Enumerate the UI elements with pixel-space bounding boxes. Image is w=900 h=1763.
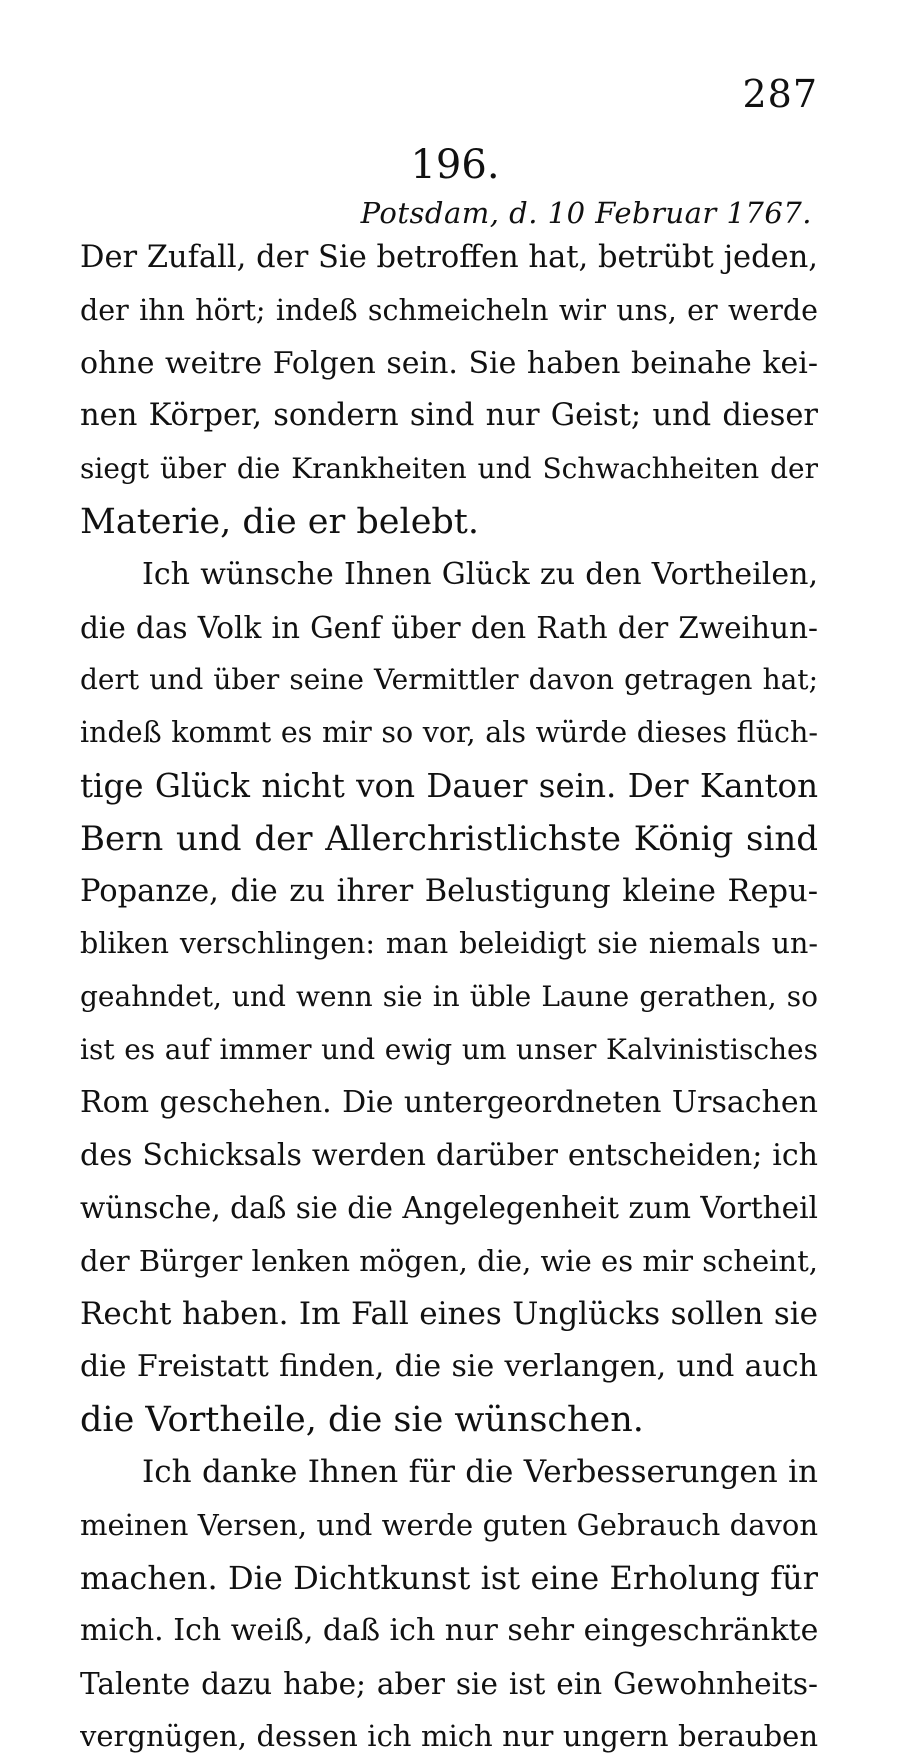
text-line: Ich danke Ihnen für die Verbesserungen in	[142, 1454, 818, 1491]
text-line: Bern und der Allerchristlichste König sind	[80, 818, 818, 859]
text-line: Rom geschehen. Die untergeordneten Ursachen	[80, 1084, 818, 1120]
text-line: siegt über die Krankheiten und Schwachheiten der	[80, 452, 818, 486]
text-line: Talente dazu habe; aber sie ist ein Gewohnheits-	[80, 1666, 818, 1701]
text-line: wünsche, daß sie die Angelegenheit zum Vortheil	[80, 1191, 818, 1226]
text-line: die Vortheile, die sie wünschen.	[80, 1399, 644, 1440]
text-line: geahndet, und wenn sie in üble Laune gerathen, so	[80, 980, 818, 1014]
page-number: 287	[742, 72, 818, 116]
letter-number: 196.	[410, 142, 500, 188]
text-line: tige Glück nicht von Dauer sein. Der Kanton	[80, 766, 818, 805]
text-line: dert und über seine Vermittler davon getragen hat;	[80, 663, 818, 697]
text-line: die das Volk in Genf über den Rath der Zweihun-	[80, 610, 818, 645]
text-line: bliken verschlingen: man beleidigt sie niemals un-	[80, 927, 818, 961]
text-line: der Bürger lenken mögen, die, wie es mir scheint,	[80, 1244, 818, 1279]
dateline: Potsdam, d. 10 Februar 1767.	[360, 196, 812, 230]
text-line: Popanze, die zu ihrer Belustigung kleine Repu-	[80, 873, 818, 909]
text-line: ohne weitre Folgen sein. Sie haben beinahe kei-	[80, 345, 818, 381]
text-line: nen Körper, sondern sind nur Geist; und dieser	[80, 398, 818, 434]
text-line: Recht haben. Im Fall eines Unglücks sollen sie	[80, 1295, 818, 1332]
text-line: vergnügen, dessen ich mich nur ungern berauben	[80, 1719, 818, 1754]
text-line: Der Zufall, der Sie betroffen hat, betrübt jeden,	[80, 240, 818, 275]
letter-body	[80, 232, 818, 1763]
text-line: meinen Versen, und werde guten Gebrauch davon	[80, 1508, 818, 1543]
text-line: des Schicksals werden darüber entscheiden; ich	[80, 1137, 818, 1173]
text-line: die Freistatt finden, die sie verlangen, und auch	[80, 1348, 818, 1384]
text-line: indeß kommt es mir so vor, als würde dieses flüch-	[80, 716, 818, 750]
text-line: Materie, die er belebt.	[80, 501, 479, 542]
text-line: Ich wünsche Ihnen Glück zu den Vortheilen,	[142, 556, 818, 592]
text-line: der ihn hört; indeß schmeicheln wir uns, er werde	[80, 293, 818, 327]
text-line: machen. Die Dichtkunst ist eine Erholung für	[80, 1558, 818, 1597]
text-line: mich. Ich weiß, daß ich nur sehr eingeschränkte	[80, 1612, 818, 1648]
text-line: ist es auf immer und ewig um unser Kalvinistisches	[80, 1032, 818, 1066]
